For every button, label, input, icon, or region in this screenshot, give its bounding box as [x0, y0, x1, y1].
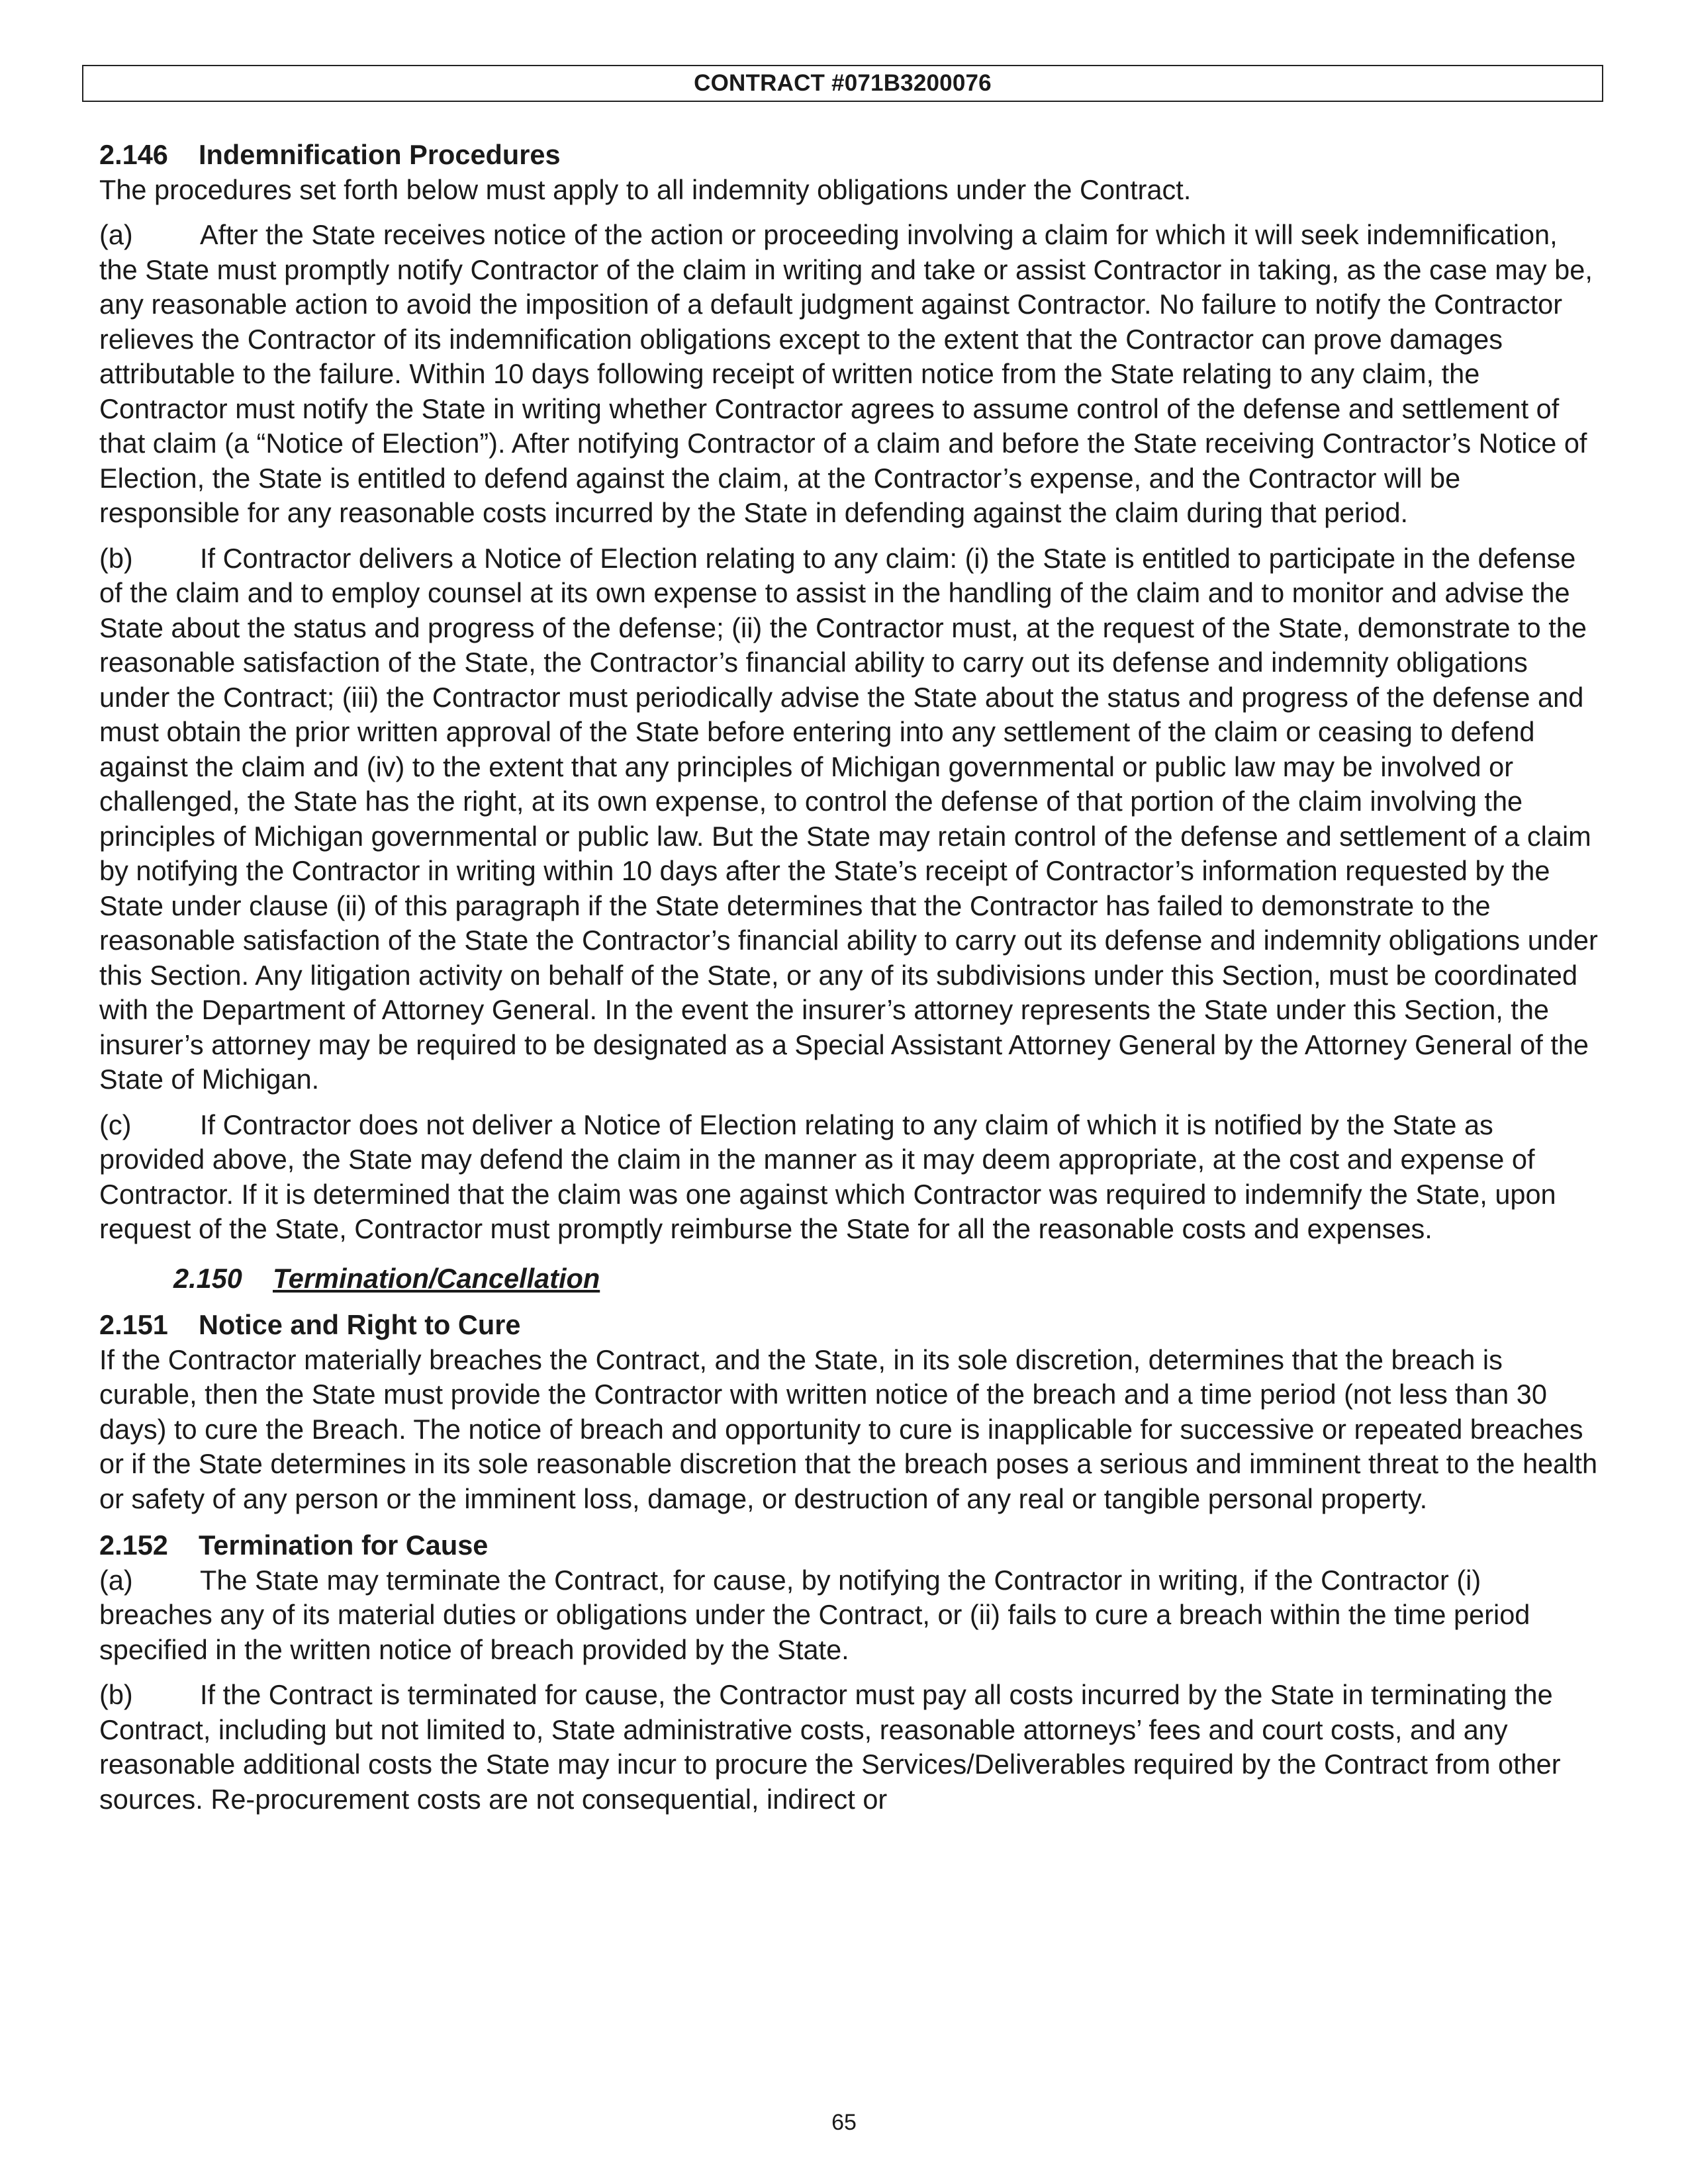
paragraph-text: If Contractor does not deliver a Notice of Election relating to any claim of which it is notified by the State as provided above, the State may defend the claim in the manner as it may deem appropriate, at the cost and expense of Contractor. If it is determined that the claim was one against which Contractor was required to indemnify the State, upon request of the State, Contractor must promptly reimburse the State for all the reasonable costs and expenses. [99, 1109, 1556, 1244]
paragraph-c [99, 1108, 1599, 1247]
paragraph-b [99, 541, 1599, 1097]
section-number: 2.146 [99, 139, 168, 170]
section-heading [99, 138, 1599, 173]
section-text: If the Contractor materially breaches the Contract, and the State, in its sole discretion, determines that the breach is curable, then the State must provide the Contractor with written notice of the breach and a time period (not less than 30 days) to cure the Breach. The notice of breach and opportunity to cure is inapplicable for successive or repeated breaches or if the State determines in its sole reasonable discretion that the breach poses a serious and imminent threat to the health or safety of any person or the imminent loss, damage, or destruction of any real or tangible personal property. [99, 1343, 1598, 1514]
paragraph-text: If the Contract is terminated for cause, the Contractor must pay all costs incurred by the State in terminating the Contract, including but not limited to, State administrative costs, reasonable attorneys’ fees and court costs, and any reasonable additional costs the State may incur to procure the Services/Deliverables required by the Contract from other sources. Re-procurement costs are not consequential, indirect or [99, 1679, 1561, 1815]
paragraph-label: (b) [99, 542, 133, 574]
paragraph-b [99, 1678, 1599, 1817]
paragraph-a [99, 218, 1599, 531]
contract-header [82, 65, 1603, 102]
page-number: 65 [831, 2110, 857, 2135]
section-intro: The procedures set forth below must apply to all indemnity obligations under the Contract. [99, 173, 1192, 205]
section-title: Indemnification Procedures [199, 139, 561, 170]
paragraph-label: (b) [99, 1679, 133, 1710]
section-number: 2.151 [99, 1309, 168, 1340]
section-heading [99, 1308, 1599, 1343]
paragraph-text: If Contractor delivers a Notice of Election relating to any claim: (i) the State is entitled to participate in the defense of the claim and to employ counsel at its own expense to assist in the handling of the claim and to monitor and advise the State about the status and progress of the defense; (ii) the Contractor must, at the request of the State, demonstrate to the reasonable satisfaction of the State, the Contractor’s financial ability to carry out its defense and indemnity obligations under the Contract; (iii) the Contractor must periodically advise the State about the status and progress of the defense and must obtain the prior written approval of the State before entering into any settlement of the claim or ceasing to defend against the claim and (iv) to the extent that any principles of Michigan governmental or public law may be involved or challenged, the State has the right, at its own expense, to control the defense of that portion of the claim involving the principles of Michigan governmental or public law. But the State may retain control of the defense and settlement of a claim by notifying the Contractor in writing within 10 days after the State’s receipt of Contractor’s information requested by the State under clause (ii) of this paragraph if the State determines that the Contractor has failed to demonstrate to the reasonable satisfaction of the State the Contractor’s financial ability to carry out its defense and indemnity obligations under this Section. Any litigation activity on behalf of the State, or any of its subdivisions under this Section, must be coordinated with the Department of Attorney General. In the event the insurer’s attorney represents the State under this Section, the insurer’s attorney may be required to be designated as a Special Assistant Attorney General by the Attorney General of the State of Michigan. [99, 542, 1598, 1095]
paragraph-label: (c) [99, 1109, 132, 1140]
section-title: Notice and Right to Cure [199, 1309, 521, 1340]
contract-title: CONTRACT #071B3200076 [694, 70, 992, 96]
section-2-151 [99, 1308, 1599, 1516]
paragraph-a [99, 1563, 1599, 1668]
section-title: Termination/Cancellation [273, 1262, 600, 1294]
paragraph-text: The State may terminate the Contract, for cause, by notifying the Contractor in writing, if the Contractor (i) breaches any of its material duties or obligations under the Contract, or (ii) fails to cure a breach within the time period specified in the written notice of breach provided by the State. [99, 1564, 1530, 1665]
section-number: 2.150 [173, 1262, 242, 1294]
section-title: Termination for Cause [199, 1529, 489, 1561]
section-2-152 [99, 1528, 1599, 1817]
paragraph-label: (a) [99, 219, 133, 250]
paragraph-text: After the State receives notice of the action or proceeding involving a claim for which it will seek indemnification, the State must promptly notify Contractor of the claim in writing and take or assist Contractor in taking, as the case may be, any reasonable action to avoid the imposition of a default judgment against Contractor. No failure to notify the Contractor relieves the Contractor of its indemnification obligations except to the extent that the Contractor can prove damages attributable to the failure. Within 10 days following receipt of written notice from the State relating to any claim, the Contractor must notify the State in writing whether Contractor agrees to assume control of the defense and settlement of that claim (a “Notice of Election”). After notifying Contractor of a claim and before the State receiving Contractor’s Notice of Election, the State is entitled to defend against the claim, at the Contractor’s expense, and the Contractor will be responsible for any reasonable costs incurred by the State in defending against the claim during that period. [99, 219, 1593, 528]
section-heading [99, 1528, 1599, 1563]
section-2-150-heading [173, 1261, 1599, 1297]
section-2-146 [99, 138, 1599, 1247]
paragraph-label: (a) [99, 1564, 133, 1596]
document-body [99, 138, 1599, 1817]
section-number: 2.152 [99, 1529, 168, 1561]
